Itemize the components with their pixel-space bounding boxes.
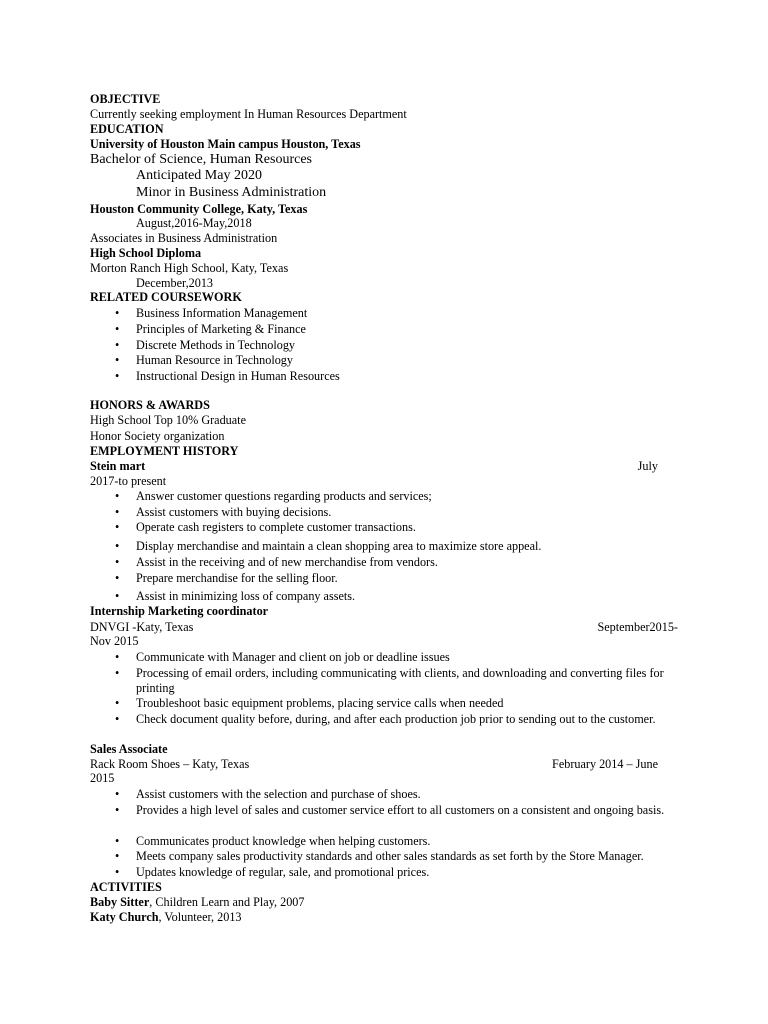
job-date-cont: Nov 2015 bbox=[90, 634, 139, 648]
bullet: • bbox=[115, 834, 120, 848]
job-date-start: February 2014 – June bbox=[552, 757, 658, 771]
bullet: • bbox=[115, 849, 120, 863]
bullet: • bbox=[115, 369, 120, 383]
job-title: Sales Associate bbox=[90, 742, 168, 756]
hcc-degree: Associates in Business Administration bbox=[90, 231, 278, 245]
list-item: • Provides a high level of sales and customer service effort to all customers on a consistent and ongoing basis. bbox=[115, 803, 665, 817]
bullet: • bbox=[115, 539, 120, 553]
education-heading: EDUCATION bbox=[90, 122, 164, 136]
job-date-cont: 2015 bbox=[90, 771, 115, 785]
bullet: • bbox=[115, 306, 120, 320]
bullet: • bbox=[115, 712, 120, 726]
bullet: • bbox=[115, 322, 120, 336]
job-date-cont: 2017-to present bbox=[90, 474, 167, 488]
uh-minor: Minor in Business Administration bbox=[136, 185, 327, 200]
job-date-start: July bbox=[637, 459, 658, 473]
honors-item: Honor Society organization bbox=[90, 429, 225, 443]
uh-anticipated: Anticipated May 2020 bbox=[136, 168, 262, 183]
uh-name: University of Houston Main campus Houston, Texas bbox=[90, 137, 361, 151]
bullet: • bbox=[115, 338, 120, 352]
hs-name: Morton Ranch High School, Katy, Texas bbox=[90, 261, 289, 275]
job-company: DNVGI -Katy, Texas September2015- bbox=[90, 620, 678, 634]
list-item: • Processing of email orders, including communicating with clients, and downloading and converting files for printing bbox=[115, 666, 664, 695]
activity-item: Baby Sitter, Children Learn and Play, 2007 bbox=[90, 895, 305, 909]
bullet: • bbox=[115, 666, 120, 680]
employment-heading: EMPLOYMENT HISTORY bbox=[90, 444, 239, 458]
bullet: • bbox=[115, 555, 120, 569]
bullet: • bbox=[115, 803, 120, 817]
bullet: • bbox=[115, 353, 120, 367]
hcc-name: Houston Community College, Katy, Texas bbox=[90, 202, 308, 216]
objective-text: Currently seeking employment In Human Resources Department bbox=[90, 107, 407, 121]
hs-heading: High School Diploma bbox=[90, 246, 202, 260]
bullet: • bbox=[115, 571, 120, 585]
activities-heading: ACTIVITIES bbox=[90, 880, 162, 894]
hs-date: December,2013 bbox=[136, 276, 214, 290]
honors-item: High School Top 10% Graduate bbox=[90, 413, 246, 427]
objective-heading: OBJECTIVE bbox=[90, 92, 161, 106]
coursework-heading: RELATED COURSEWORK bbox=[90, 290, 242, 304]
uh-degree: Bachelor of Science, Human Resources bbox=[90, 152, 312, 167]
job-date-start: September2015- bbox=[597, 620, 678, 634]
job-title: Internship Marketing coordinator bbox=[90, 604, 269, 618]
bullet: • bbox=[115, 520, 120, 534]
bullet: • bbox=[115, 489, 120, 503]
honors-heading: HONORS & AWARDS bbox=[90, 398, 210, 412]
bullet: • bbox=[115, 650, 120, 664]
job-title: Stein mart July bbox=[90, 459, 658, 473]
resume-page: OBJECTIVE Currently seeking employment In Human Resources Department EDUCATION University of Houston Main campus Houston, Texas Bachelor of Science, Human Resources Anticipated May 2020 Minor in Business Administration Houston Community College, Katy, Texas August,2016-May,2018 Associates in Business Administration High School Diploma Morton Ranch High School, Katy, Texas December,2013 RELATED COURSEWORK • Business Information Management • Principles of Marketing & Finance • Discrete Methods in Technology • Human Resource in Technology • Instructional Design in Human Resources HONORS & AWARDS High School Top 10% Graduate Honor Society organization EMPLOYMENT HISTORY Stein mart July 2017-to present • Answer customer questions regarding products and services; • Assist customers with buying decisions. • Operate cash registers to complete customer transactions. • Display merchandise and maintain a clean shopping area to maximize store appeal. • Assist in the receiving and of new merchandise from vendors. • Prepare merchandise for the selling floor. • Assist in minimizing loss of company assets. Internship Marketing coordinator DNVGI -Katy, Texas September2015- Nov 2015 • Communicate with Manager and client on job or deadline issues • Processing of email orders, including communicating with clients, and downloading and converting files for printing • Troubleshoot basic equipment problems, placing service calls when needed • Check document quality before, during, and after each production job prior to sending out to the customer. Sales Associate Rack Room Shoes – Katy, Texas February 2014 – June 2015 • Assist customers with the selection and purchase of shoes. • Provides a high level of sales and customer service effort to all customers on a consistent and ongoing basis. • Communicates product knowledge when helping customers. • Meets company sales productivity standards and other sales standards as set forth by the Store Manager. • Updates knowledge of regular, sale, and promotional prices. ACTIVITIES Baby Sitter, Children Learn and Play, 2007 Katy Church, Volunteer, 2013 bbox=[90, 92, 678, 924]
job-company: Rack Room Shoes – Katy, Texas February 2014 – June bbox=[90, 757, 658, 771]
bullet: • bbox=[115, 589, 120, 603]
activity-item: Katy Church, Volunteer, 2013 bbox=[90, 910, 242, 924]
bullet: • bbox=[115, 865, 120, 879]
bullet: • bbox=[115, 787, 120, 801]
hcc-dates: August,2016-May,2018 bbox=[136, 216, 252, 230]
bullet: • bbox=[115, 505, 120, 519]
bullet: • bbox=[115, 696, 120, 710]
